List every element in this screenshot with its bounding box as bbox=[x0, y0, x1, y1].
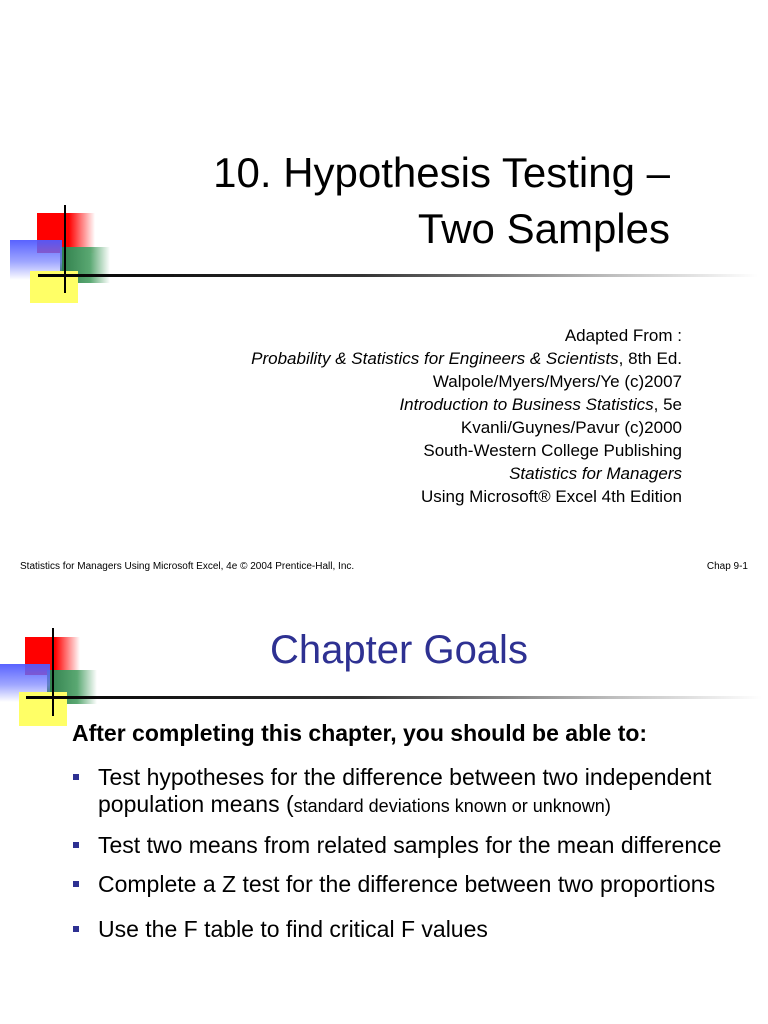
source-line: Kvanli/Guynes/Pavur (c)2000 bbox=[460, 418, 682, 437]
source-line: Walpole/Myers/Myers/Ye (c)2007 bbox=[432, 372, 682, 391]
square-bullet-icon bbox=[73, 842, 79, 848]
square-bullet-icon bbox=[73, 926, 79, 932]
title-line-1: 10. Hypothesis Testing – bbox=[213, 149, 670, 196]
footer-copyright: Statistics for Managers Using Microsoft Excel, 4e © 2004 Prentice-Hall, Inc. bbox=[20, 561, 355, 572]
list-item: Use the F table to find critical F values bbox=[72, 916, 752, 943]
list-item: Complete a Z test for the difference between two proportions bbox=[72, 871, 752, 898]
goals-list bbox=[72, 764, 752, 955]
slide-title: Chapter Goals bbox=[270, 628, 528, 672]
slide-logo-decoration bbox=[0, 0, 120, 320]
source-line: Introduction to Business Statistics, 5e bbox=[399, 395, 682, 414]
source-line: Adapted From : bbox=[564, 326, 682, 345]
source-credits bbox=[251, 324, 682, 508]
list-item: Test hypotheses for the difference between two independent population means (standard deviations known or unknown) bbox=[72, 764, 752, 820]
slide-title bbox=[213, 145, 670, 257]
square-bullet-icon bbox=[73, 774, 79, 780]
goals-intro: After completing this chapter, you should be able to: bbox=[72, 720, 648, 746]
title-rule bbox=[26, 696, 762, 699]
chapter-goals-slide bbox=[0, 592, 768, 1024]
title-rule bbox=[38, 274, 758, 277]
list-item: Test two means from related samples for the mean difference bbox=[72, 832, 752, 859]
source-line: South-Western College Publishing bbox=[423, 441, 682, 460]
square-bullet-icon bbox=[73, 881, 79, 887]
source-line: Statistics for Managers bbox=[509, 464, 682, 483]
footer-page-number: Chap 9-1 bbox=[706, 561, 748, 572]
source-line: Using Microsoft® Excel 4th Edition bbox=[420, 487, 682, 506]
source-line: Probability & Statistics for Engineers & Scientists, 8th Ed. bbox=[251, 349, 682, 368]
title-line-2: Two Samples bbox=[417, 205, 670, 252]
